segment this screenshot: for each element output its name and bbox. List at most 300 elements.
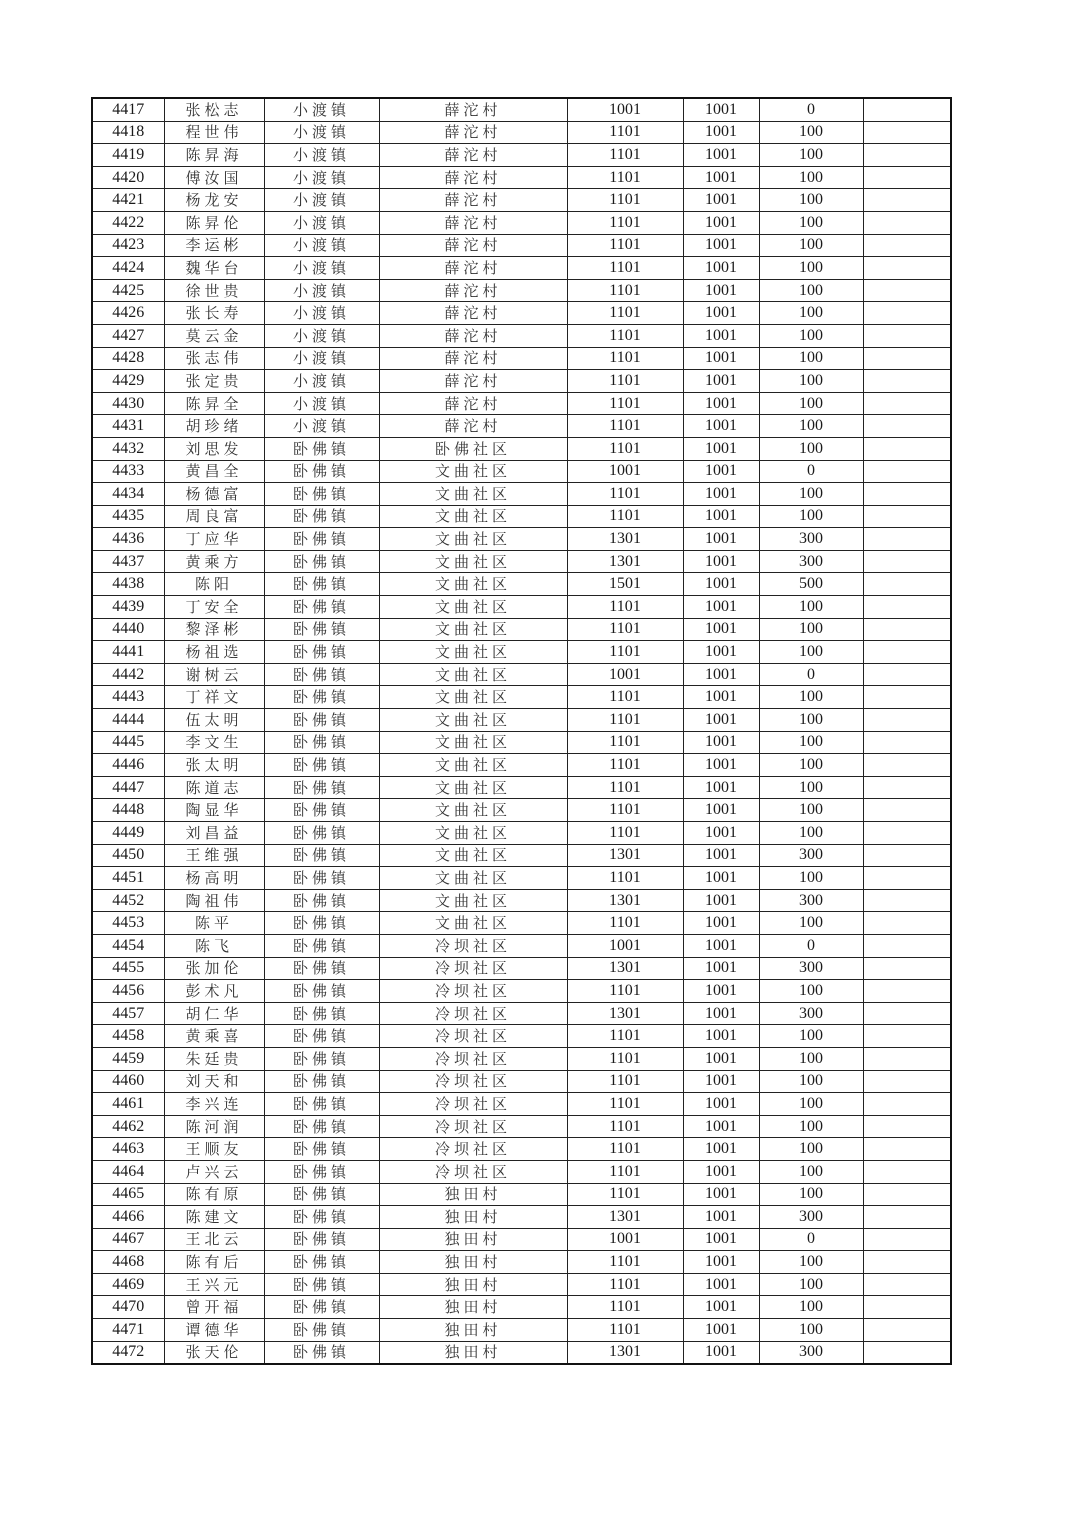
table-row [92,279,951,302]
row-id-cell: 4434 [92,483,164,506]
value-b-cell: 1001 [683,302,759,325]
value-c-cell: 100 [759,347,863,370]
note-cell [863,166,951,189]
value-c-cell: 300 [759,1341,863,1364]
row-id-cell: 4460 [92,1070,164,1093]
town-cell: 小渡镇 [264,121,379,144]
value-c-cell: 300 [759,1002,863,1025]
table-row [92,889,951,912]
value-b-cell: 1001 [683,121,759,144]
row-id-cell: 4442 [92,663,164,686]
town-cell: 卧佛镇 [264,1115,379,1138]
value-b-cell: 1001 [683,1070,759,1093]
name-cell: 李文生 [164,731,264,754]
table-row [92,1047,951,1070]
row-id-cell: 4443 [92,686,164,709]
town-cell: 卧佛镇 [264,754,379,777]
town-cell: 卧佛镇 [264,1206,379,1229]
value-c-cell: 100 [759,392,863,415]
town-cell: 小渡镇 [264,302,379,325]
value-b-cell: 1001 [683,324,759,347]
village-cell: 冷坝社区 [379,980,567,1003]
village-cell: 冷坝社区 [379,1093,567,1116]
table-row [92,302,951,325]
village-cell: 薛沱村 [379,347,567,370]
village-cell: 独田村 [379,1251,567,1274]
table-row [92,550,951,573]
note-cell [863,1251,951,1274]
table-row [92,324,951,347]
village-cell: 文曲社区 [379,889,567,912]
note-cell [863,618,951,641]
note-cell [863,1296,951,1319]
value-c-cell: 100 [759,867,863,890]
value-a-cell: 1101 [567,1025,683,1048]
village-cell: 卧佛社区 [379,437,567,460]
value-c-cell: 0 [759,663,863,686]
value-a-cell: 1101 [567,279,683,302]
note-cell [863,641,951,664]
town-cell: 卧佛镇 [264,1138,379,1161]
name-cell: 王维强 [164,844,264,867]
value-c-cell: 100 [759,211,863,234]
name-cell: 张长寿 [164,302,264,325]
row-id-cell: 4457 [92,1002,164,1025]
town-cell: 卧佛镇 [264,573,379,596]
value-b-cell: 1001 [683,822,759,845]
table-row [92,1319,951,1342]
row-id-cell: 4417 [92,98,164,121]
row-id-cell: 4441 [92,641,164,664]
name-cell: 李运彬 [164,234,264,257]
village-cell: 独田村 [379,1183,567,1206]
value-c-cell: 100 [759,505,863,528]
town-cell: 卧佛镇 [264,799,379,822]
name-cell: 陈平 [164,912,264,935]
value-a-cell: 1101 [567,211,683,234]
town-cell: 卧佛镇 [264,934,379,957]
value-b-cell: 1001 [683,573,759,596]
row-id-cell: 4440 [92,618,164,641]
note-cell [863,934,951,957]
table-row [92,1070,951,1093]
row-id-cell: 4433 [92,460,164,483]
village-cell: 独田村 [379,1273,567,1296]
value-a-cell: 1101 [567,776,683,799]
name-cell: 张定贵 [164,370,264,393]
row-id-cell: 4446 [92,754,164,777]
village-cell: 冷坝社区 [379,1002,567,1025]
village-cell: 冷坝社区 [379,1047,567,1070]
value-c-cell: 100 [759,302,863,325]
name-cell: 谢树云 [164,663,264,686]
town-cell: 小渡镇 [264,347,379,370]
value-b-cell: 1001 [683,505,759,528]
row-id-cell: 4445 [92,731,164,754]
name-cell: 黄昌全 [164,460,264,483]
village-cell: 文曲社区 [379,483,567,506]
name-cell: 丁祥文 [164,686,264,709]
table-row [92,663,951,686]
name-cell: 周良富 [164,505,264,528]
value-a-cell: 1101 [567,415,683,438]
value-a-cell: 1001 [567,663,683,686]
town-cell: 小渡镇 [264,211,379,234]
village-cell: 文曲社区 [379,528,567,551]
note-cell [863,957,951,980]
table-row [92,731,951,754]
table-row [92,844,951,867]
value-b-cell: 1001 [683,98,759,121]
row-id-cell: 4470 [92,1296,164,1319]
town-cell: 卧佛镇 [264,1070,379,1093]
value-c-cell: 100 [759,189,863,212]
table-row [92,573,951,596]
value-b-cell: 1001 [683,754,759,777]
value-a-cell: 1101 [567,1070,683,1093]
town-cell: 小渡镇 [264,257,379,280]
value-a-cell: 1101 [567,370,683,393]
value-c-cell: 100 [759,641,863,664]
table-row [92,1341,951,1364]
table-row [92,1228,951,1251]
value-b-cell: 1001 [683,980,759,1003]
value-a-cell: 1101 [567,166,683,189]
town-cell: 卧佛镇 [264,1093,379,1116]
town-cell: 卧佛镇 [264,844,379,867]
town-cell: 卧佛镇 [264,1319,379,1342]
name-cell: 陈昇伦 [164,211,264,234]
row-id-cell: 4461 [92,1093,164,1116]
value-a-cell: 1101 [567,709,683,732]
value-a-cell: 1301 [567,1002,683,1025]
value-a-cell: 1001 [567,934,683,957]
village-cell: 独田村 [379,1228,567,1251]
name-cell: 刘天和 [164,1070,264,1093]
table-row [92,483,951,506]
name-cell: 卢兴云 [164,1160,264,1183]
table-row [92,1115,951,1138]
value-c-cell: 100 [759,257,863,280]
table-row [92,437,951,460]
row-id-cell: 4451 [92,867,164,890]
name-cell: 陈河润 [164,1115,264,1138]
name-cell: 陈建文 [164,1206,264,1229]
town-cell: 卧佛镇 [264,618,379,641]
value-c-cell: 100 [759,437,863,460]
row-id-cell: 4465 [92,1183,164,1206]
name-cell: 张天伦 [164,1341,264,1364]
village-cell: 冷坝社区 [379,1160,567,1183]
town-cell: 卧佛镇 [264,505,379,528]
value-b-cell: 1001 [683,957,759,980]
row-id-cell: 4427 [92,324,164,347]
value-b-cell: 1001 [683,596,759,619]
village-cell: 文曲社区 [379,731,567,754]
table-row [92,528,951,551]
value-c-cell: 100 [759,483,863,506]
value-c-cell: 100 [759,1160,863,1183]
value-b-cell: 1001 [683,1296,759,1319]
village-cell: 文曲社区 [379,776,567,799]
value-b-cell: 1001 [683,1047,759,1070]
value-c-cell: 100 [759,1025,863,1048]
name-cell: 李兴连 [164,1093,264,1116]
note-cell [863,302,951,325]
value-a-cell: 1301 [567,957,683,980]
value-a-cell: 1101 [567,1115,683,1138]
value-c-cell: 100 [759,709,863,732]
value-b-cell: 1001 [683,618,759,641]
row-id-cell: 4456 [92,980,164,1003]
value-b-cell: 1001 [683,1206,759,1229]
value-c-cell: 300 [759,957,863,980]
value-a-cell: 1301 [567,1341,683,1364]
note-cell [863,1093,951,1116]
note-cell [863,663,951,686]
note-cell [863,1273,951,1296]
village-cell: 薛沱村 [379,302,567,325]
value-c-cell: 100 [759,731,863,754]
table-row [92,934,951,957]
table-row [92,211,951,234]
value-a-cell: 1101 [567,1138,683,1161]
note-cell [863,460,951,483]
table-row [92,822,951,845]
row-id-cell: 4448 [92,799,164,822]
value-b-cell: 1001 [683,144,759,167]
table-row [92,957,951,980]
village-cell: 文曲社区 [379,799,567,822]
village-cell: 薛沱村 [379,166,567,189]
records-table [91,97,952,1365]
town-cell: 卧佛镇 [264,460,379,483]
note-cell [863,1228,951,1251]
value-c-cell: 100 [759,618,863,641]
value-a-cell: 1101 [567,257,683,280]
village-cell: 文曲社区 [379,460,567,483]
note-cell [863,1115,951,1138]
value-a-cell: 1301 [567,528,683,551]
name-cell: 陶祖伟 [164,889,264,912]
name-cell: 杨德富 [164,483,264,506]
name-cell: 陈有原 [164,1183,264,1206]
value-b-cell: 1001 [683,211,759,234]
value-c-cell: 100 [759,234,863,257]
value-c-cell: 100 [759,1093,863,1116]
value-a-cell: 1101 [567,1183,683,1206]
note-cell [863,1070,951,1093]
note-cell [863,1138,951,1161]
value-b-cell: 1001 [683,934,759,957]
note-cell [863,1341,951,1364]
name-cell: 张志伟 [164,347,264,370]
note-cell [863,234,951,257]
name-cell: 黄乘喜 [164,1025,264,1048]
table-row [92,1160,951,1183]
value-b-cell: 1001 [683,1138,759,1161]
value-a-cell: 1101 [567,1251,683,1274]
value-c-cell: 100 [759,1273,863,1296]
value-b-cell: 1001 [683,460,759,483]
value-a-cell: 1101 [567,799,683,822]
name-cell: 张太明 [164,754,264,777]
value-a-cell: 1001 [567,460,683,483]
value-b-cell: 1001 [683,1251,759,1274]
town-cell: 小渡镇 [264,234,379,257]
village-cell: 薛沱村 [379,144,567,167]
town-cell: 卧佛镇 [264,957,379,980]
village-cell: 薛沱村 [379,279,567,302]
village-cell: 文曲社区 [379,596,567,619]
note-cell [863,889,951,912]
value-a-cell: 1101 [567,731,683,754]
value-a-cell: 1001 [567,98,683,121]
village-cell: 文曲社区 [379,822,567,845]
name-cell: 陶显华 [164,799,264,822]
name-cell: 胡仁华 [164,1002,264,1025]
value-b-cell: 1001 [683,641,759,664]
town-cell: 卧佛镇 [264,889,379,912]
note-cell [863,980,951,1003]
value-a-cell: 1101 [567,1296,683,1319]
value-b-cell: 1001 [683,437,759,460]
row-id-cell: 4466 [92,1206,164,1229]
village-cell: 文曲社区 [379,686,567,709]
town-cell: 卧佛镇 [264,912,379,935]
town-cell: 卧佛镇 [264,1273,379,1296]
name-cell: 杨高明 [164,867,264,890]
value-c-cell: 100 [759,1319,863,1342]
row-id-cell: 4438 [92,573,164,596]
note-cell [863,528,951,551]
town-cell: 卧佛镇 [264,663,379,686]
note-cell [863,776,951,799]
name-cell: 丁安全 [164,596,264,619]
village-cell: 薛沱村 [379,121,567,144]
table-row [92,1002,951,1025]
value-a-cell: 1101 [567,505,683,528]
name-cell: 曾开福 [164,1296,264,1319]
table-row [92,1138,951,1161]
row-id-cell: 4454 [92,934,164,957]
name-cell: 杨祖选 [164,641,264,664]
value-a-cell: 1101 [567,189,683,212]
village-cell: 薛沱村 [379,211,567,234]
village-cell: 冷坝社区 [379,1025,567,1048]
value-b-cell: 1001 [683,1160,759,1183]
name-cell: 陈阳 [164,573,264,596]
village-cell: 文曲社区 [379,618,567,641]
name-cell: 朱廷贵 [164,1047,264,1070]
table-row [92,912,951,935]
name-cell: 傅汝国 [164,166,264,189]
value-b-cell: 1001 [683,279,759,302]
value-c-cell: 100 [759,1070,863,1093]
value-b-cell: 1001 [683,1183,759,1206]
town-cell: 卧佛镇 [264,596,379,619]
value-b-cell: 1001 [683,1002,759,1025]
value-b-cell: 1001 [683,1341,759,1364]
name-cell: 程世伟 [164,121,264,144]
value-a-cell: 1501 [567,573,683,596]
row-id-cell: 4430 [92,392,164,415]
village-cell: 冷坝社区 [379,1070,567,1093]
town-cell: 卧佛镇 [264,1251,379,1274]
table-row [92,415,951,438]
note-cell [863,709,951,732]
row-id-cell: 4429 [92,370,164,393]
value-a-cell: 1101 [567,1047,683,1070]
note-cell [863,844,951,867]
name-cell: 伍太明 [164,709,264,732]
value-a-cell: 1101 [567,437,683,460]
row-id-cell: 4459 [92,1047,164,1070]
row-id-cell: 4458 [92,1025,164,1048]
value-c-cell: 100 [759,144,863,167]
row-id-cell: 4450 [92,844,164,867]
village-cell: 薛沱村 [379,415,567,438]
row-id-cell: 4437 [92,550,164,573]
value-c-cell: 100 [759,776,863,799]
row-id-cell: 4424 [92,257,164,280]
value-b-cell: 1001 [683,867,759,890]
note-cell [863,867,951,890]
value-a-cell: 1101 [567,618,683,641]
value-a-cell: 1101 [567,596,683,619]
note-cell [863,1160,951,1183]
value-c-cell: 300 [759,889,863,912]
value-c-cell: 0 [759,98,863,121]
value-a-cell: 1101 [567,1093,683,1116]
town-cell: 卧佛镇 [264,1002,379,1025]
village-cell: 薛沱村 [379,189,567,212]
note-cell [863,754,951,777]
note-cell [863,189,951,212]
value-b-cell: 1001 [683,889,759,912]
table-row [92,596,951,619]
note-cell [863,573,951,596]
name-cell: 王兴元 [164,1273,264,1296]
value-a-cell: 1101 [567,483,683,506]
value-c-cell: 0 [759,934,863,957]
value-b-cell: 1001 [683,1273,759,1296]
note-cell [863,437,951,460]
row-id-cell: 4472 [92,1341,164,1364]
table-row [92,709,951,732]
value-c-cell: 100 [759,121,863,144]
value-b-cell: 1001 [683,799,759,822]
table-row [92,166,951,189]
note-cell [863,98,951,121]
table-row [92,980,951,1003]
value-c-cell: 100 [759,1115,863,1138]
village-cell: 冷坝社区 [379,1115,567,1138]
value-b-cell: 1001 [683,392,759,415]
town-cell: 卧佛镇 [264,1160,379,1183]
value-b-cell: 1001 [683,347,759,370]
note-cell [863,596,951,619]
village-cell: 文曲社区 [379,867,567,890]
row-id-cell: 4439 [92,596,164,619]
row-id-cell: 4419 [92,144,164,167]
value-c-cell: 100 [759,415,863,438]
table-row [92,1206,951,1229]
value-a-cell: 1301 [567,550,683,573]
village-cell: 文曲社区 [379,550,567,573]
note-cell [863,1206,951,1229]
table-row [92,460,951,483]
